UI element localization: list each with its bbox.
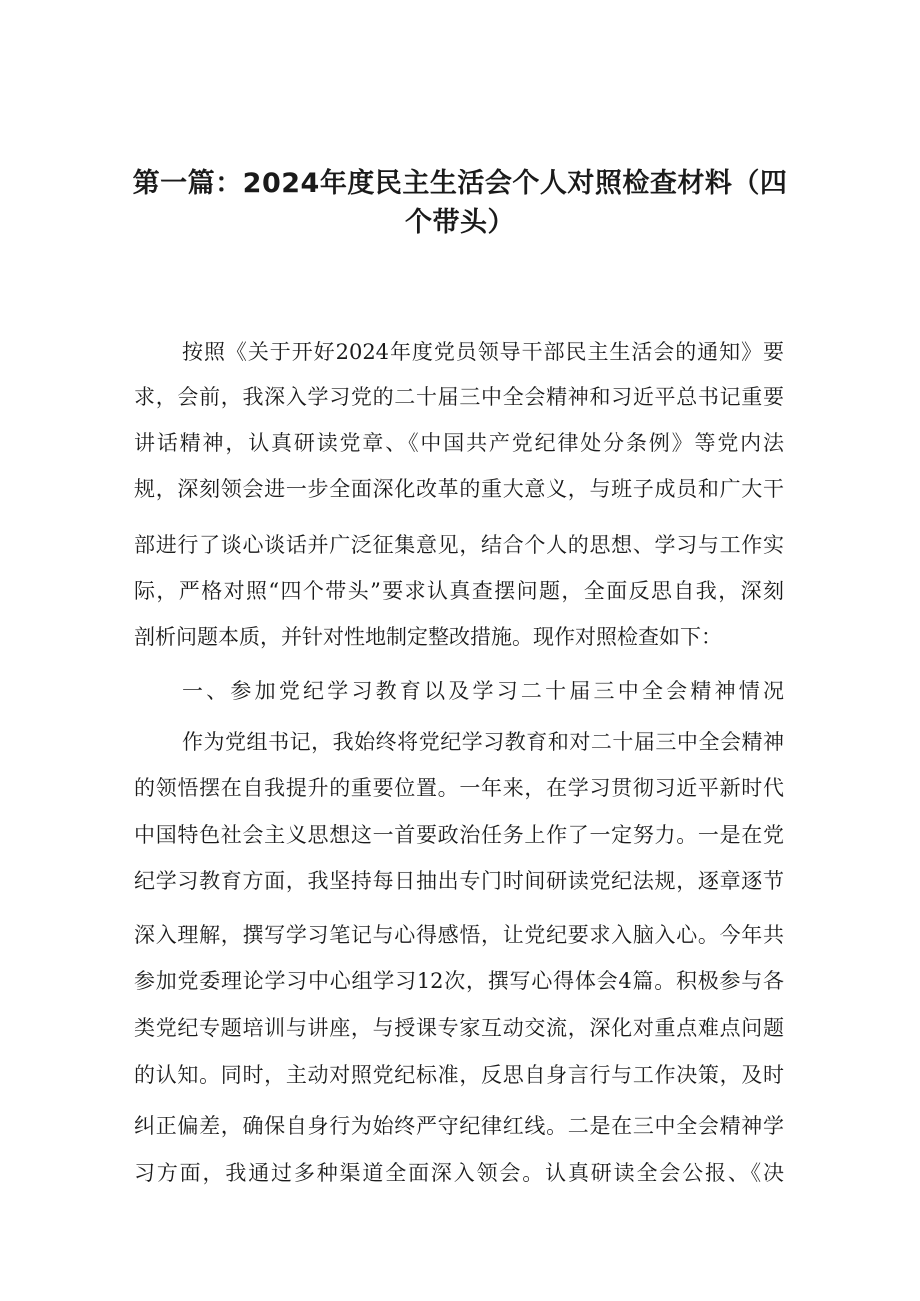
section-1-heading: 一、参加党纪学习教育以及学习二十届三中全会精神情况 [182, 679, 784, 703]
section-1-paragraph-line: 类党纪专题培训与讲座，与授课专家互动交流，深化对重点难点问题 [134, 1016, 784, 1040]
intro-paragraph-line: 按照《关于开好2024年度党员领导干部民主生活会的通知》要 [182, 340, 784, 364]
intro-paragraph-line: 部进行了谈心谈话并广泛征集意见，结合个人的思想、学习与工作实 [134, 533, 784, 557]
section-1-paragraph-line: 作为党组书记，我始终将党纪学习教育和对二十届三中全会精神 [182, 730, 784, 754]
intro-paragraph-line: 求，会前，我深入学习党的二十届三中全会精神和习近平总书记重要 [134, 385, 784, 409]
section-1-paragraph-line: 的认知。同时，主动对照党纪标准，反思自身言行与工作决策，及时 [134, 1063, 784, 1087]
section-1-paragraph-line: 参加党委理论学习中心组学习12次，撰写心得体会4篇。积极参与各 [134, 969, 784, 993]
document-title-line-1: 第一篇：2024年度民主生活会个人对照检查材料（四 [132, 168, 788, 199]
intro-paragraph-line: 剖析问题本质，并针对性地制定整改措施。现作对照检查如下： [134, 625, 722, 649]
section-1-paragraph-line: 习方面，我通过多种渠道全面深入领会。认真研读全会公报、《决 [134, 1161, 784, 1185]
section-1-paragraph-line: 中国特色社会主义思想这一首要政治任务上作了一定努力。一是在党 [134, 823, 784, 847]
section-1-paragraph-line: 深入理解，撰写学习笔记与心得感悟，让党纪要求入脑入心。今年共 [134, 923, 784, 947]
intro-paragraph-line: 讲话精神，认真研读党章、《中国共产党纪律处分条例》等党内法 [134, 431, 784, 455]
intro-paragraph-line: 际，严格对照“四个带头”要求认真查摆问题，全面反思自我，深刻 [134, 579, 784, 603]
document-title-line-2: 个带头） [405, 207, 515, 238]
intro-paragraph-line: 规，深刻领会进一步全面深化改革的重大意义，与班子成员和广大干 [134, 477, 784, 501]
section-1-paragraph-line: 纠正偏差，确保自身行为始终严守纪律红线。二是在三中全会精神学 [134, 1114, 784, 1138]
section-1-paragraph-line: 纪学习教育方面，我坚持每日抽出专门时间研读党纪法规，逐章逐节 [134, 869, 784, 893]
section-1-paragraph-line: 的领悟摆在自我提升的重要位置。一年来，在学习贯彻习近平新时代 [134, 776, 784, 800]
